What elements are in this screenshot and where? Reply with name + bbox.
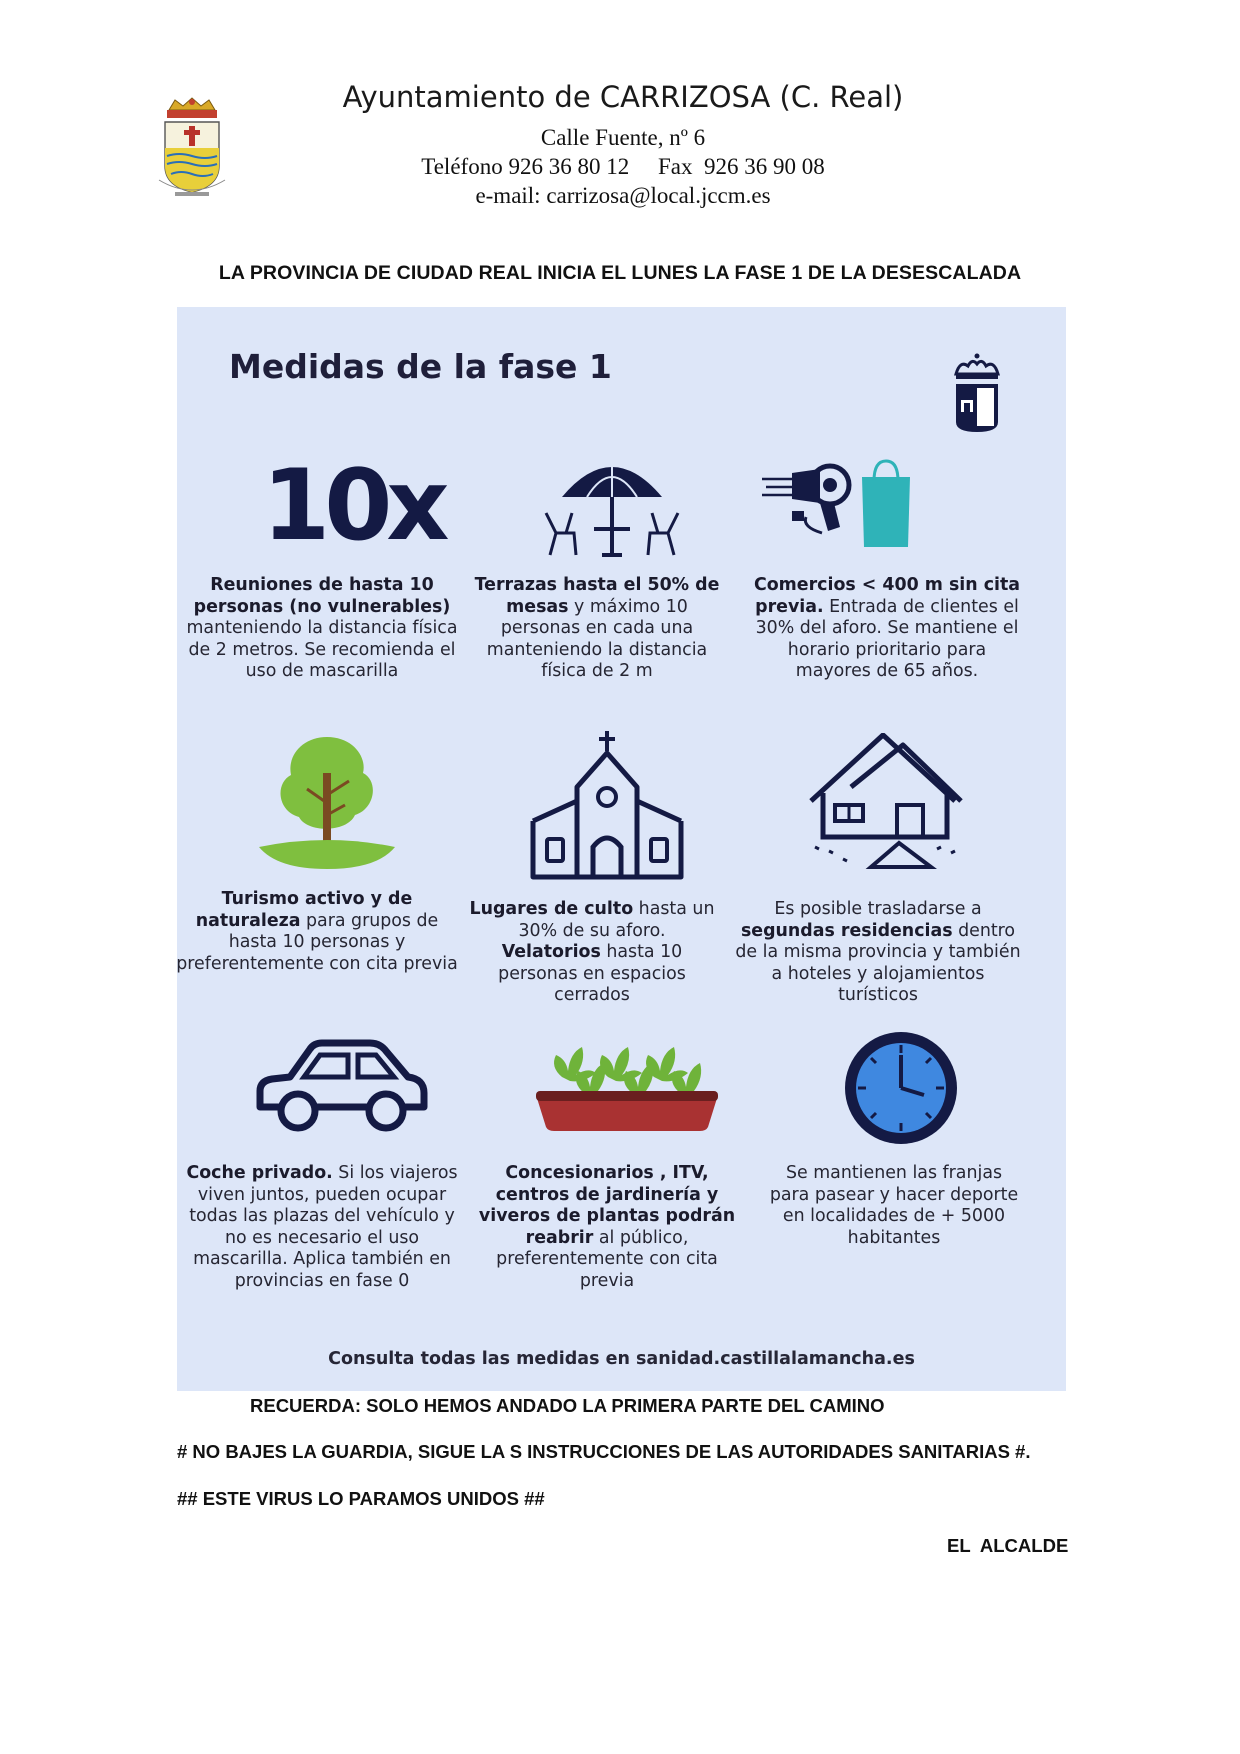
email-line: e-mail: carrizosa@local.jccm.es [475, 183, 771, 208]
page-headline: LA PROVINCIA DE CIUDAD REAL INICIA EL LUNES LA FASE 1 DE LA DESESCALADA [218, 262, 1022, 284]
caption-culto: Lugares de culto hasta un 30% de su aforo. Velatorios hasta 10 personas en espacios cerrados [469, 899, 715, 1006]
reminder-line: RECUERDA: SOLO HEMOS ANDADO LA PRIMERA PARTE DEL CAMINO [250, 1395, 885, 1416]
guard-line: # NO BAJES LA GUARDIA, SIGUE LA S INSTRUCCIONES DE LAS AUTORIDADES SANITARIAS #. [177, 1441, 1031, 1462]
caption-comercios: Comercios < 400 m sin cita previa. Entrada de clientes el 30% del aforo. Se mantiene el horario prioritario para mayores de 65 años. [753, 575, 1021, 682]
caption-concesionarios: Concesionarios , ITV, centros de jardinería y viveros de plantas podrán reabrir al público, preferentemente con cita previa [478, 1163, 736, 1291]
infographic-footer-link-text: Consulta todas las medidas en sanidad.castillalamancha.es [328, 1349, 915, 1369]
signature-line: EL ALCALDE [947, 1535, 1069, 1556]
ten-x-figure: 10x [262, 449, 444, 563]
hairdryer-shopping-bag-icon [762, 447, 912, 552]
phone-fax-line: Teléfono 926 36 80 12 Fax 926 36 90 08 [421, 154, 825, 179]
caption-segundas-residencias: Es posible trasladarse a segundas residencias dentro de la misma provincia y también a hoteles y alojamientos turísticos [735, 899, 1021, 1006]
clock-icon [840, 1027, 962, 1149]
municipal-crest-logo [155, 96, 229, 200]
caption-franjas: Se mantienen las franjas para pasear y hacer deporte en localidades de + 5000 habitantes [769, 1163, 1019, 1248]
second-residence-house-icon [807, 733, 967, 869]
unity-line: ## ESTE VIRUS LO PARAMOS UNIDOS ## [177, 1488, 545, 1509]
castilla-la-mancha-emblem-icon [952, 352, 1002, 434]
caption-coche-privado: Coche privado. Si los viajeros viven juntos, pueden ocupar todas las plazas del vehículo y no es necesario el uso mascarilla. Aplica también en provincias en fase 0 [186, 1163, 458, 1291]
infographic-title: Medidas de la fase 1 [229, 347, 612, 386]
municipality-title: Ayuntamiento de CARRIZOSA (C. Real) [342, 80, 904, 114]
tree-nature-icon [257, 733, 397, 871]
caption-turismo: Turismo activo y de naturaleza para grupos de hasta 10 personas y preferentemente con cita previa [176, 889, 458, 974]
caption-reuniones: Reuniones de hasta 10 personas (no vulnerables) manteniendo la distancia física de 2 metros. Se recomienda el uso de mascarilla [186, 575, 458, 682]
private-car-icon [252, 1037, 432, 1137]
plant-nursery-tray-icon [532, 1037, 722, 1137]
address-line: Calle Fuente, nº 6 [540, 125, 706, 150]
terrace-umbrella-icon [542, 447, 682, 567]
church-icon [527, 729, 687, 881]
caption-terrazas: Terrazas hasta el 50% de mesas y máximo 10 personas en cada una manteniendo la distancia física de 2 m [474, 575, 720, 682]
phase1-infographic [177, 307, 1066, 1391]
